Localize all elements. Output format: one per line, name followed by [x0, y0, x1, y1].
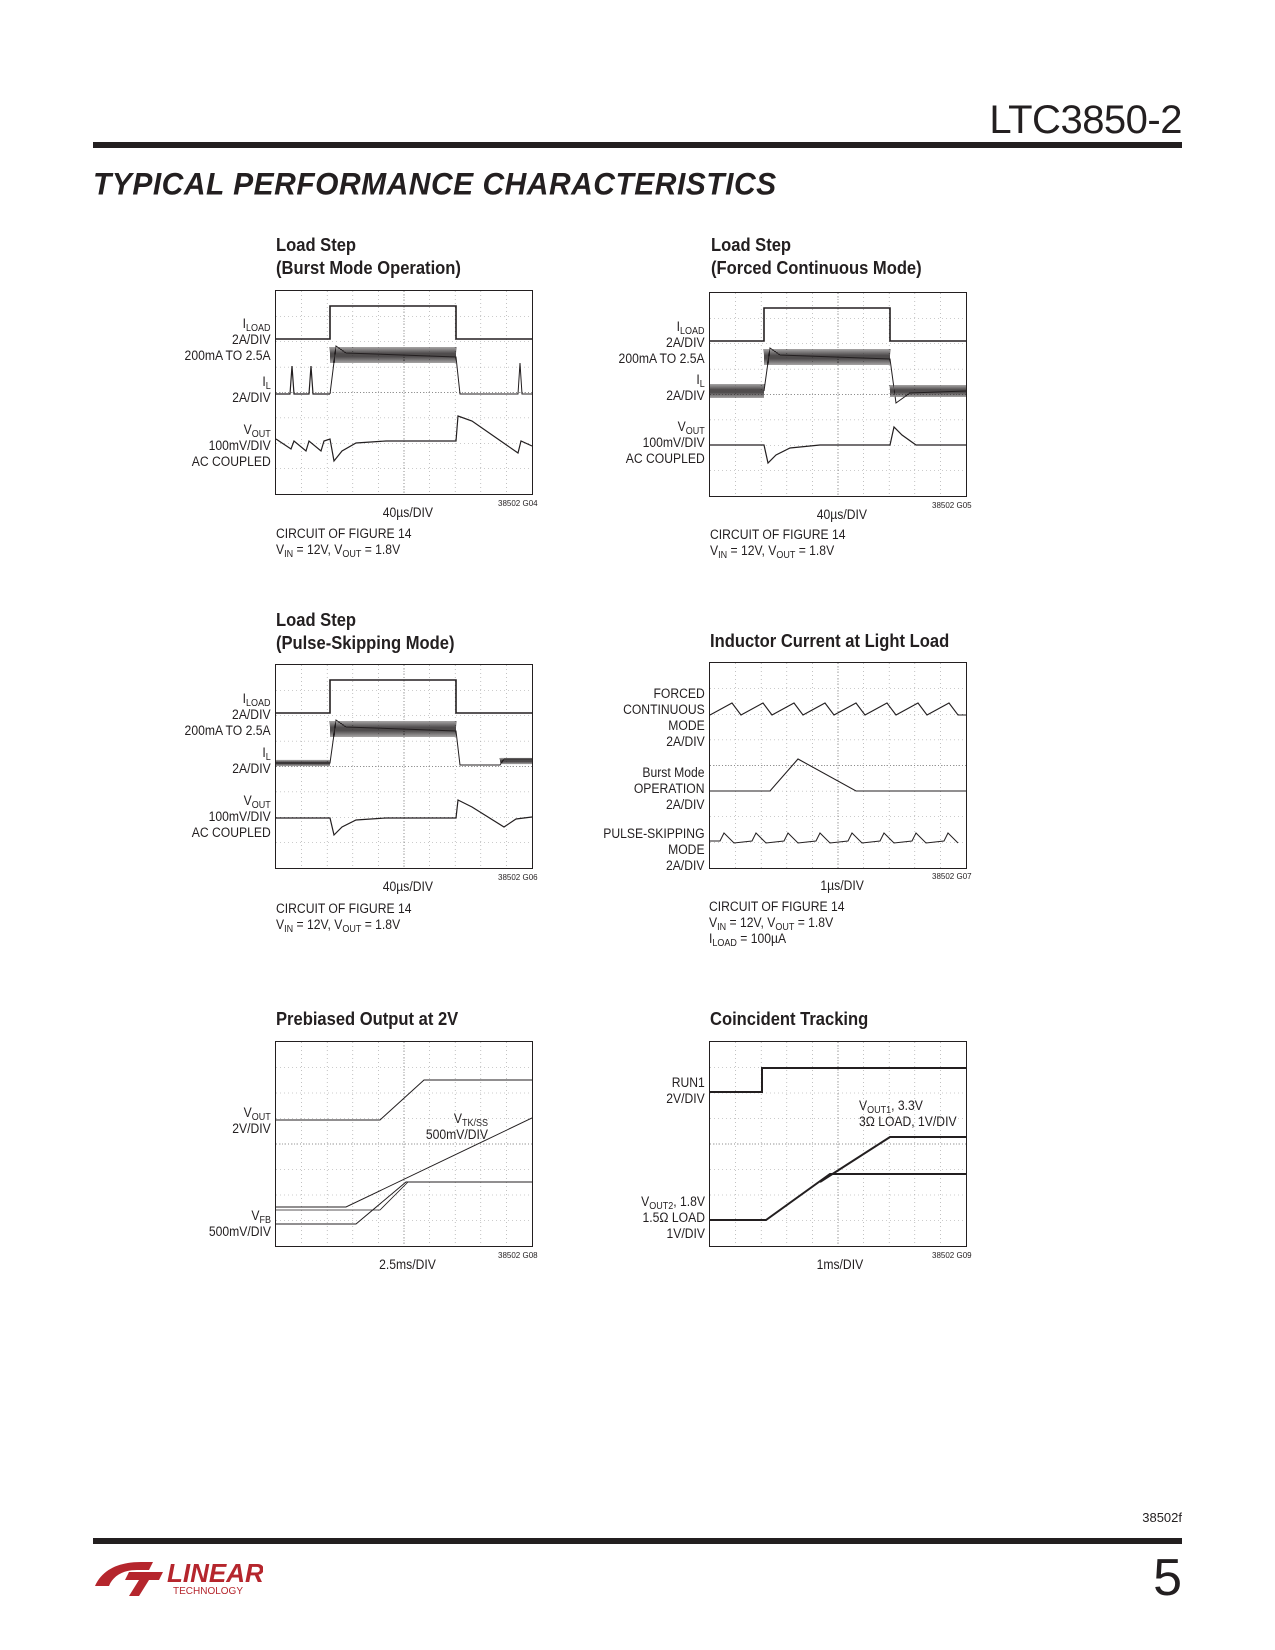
- graph-title: [710, 630, 949, 653]
- page-number: 5: [1153, 1549, 1182, 1607]
- iload-trace: [276, 306, 532, 339]
- graph-id: 38502 G08: [498, 1251, 538, 1260]
- il-trace: [276, 366, 330, 394]
- conditions: CIRCUIT OF FIGURE 14 $V_{IN} = 12V$, $V_{OUT} = 1.8V$ $I_{LOAD} = 100\mu A$: [709, 899, 845, 949]
- trace-label-vtkss: $V_{TK/SS}$ 500mV/DIV: [425, 1111, 488, 1142]
- scope-plot: [709, 662, 967, 869]
- graph-id: 38502 G07: [932, 872, 972, 881]
- vfb-trace: [276, 1182, 408, 1210]
- linear-technology-logo: [93, 1556, 263, 1603]
- conditions: CIRCUIT OF FIGURE 14 $V_{IN} = 12V$, $V_{OUT} = 1.8V$: [276, 526, 412, 560]
- pulse-skipping-trace: [710, 833, 958, 843]
- iload-trace: [276, 680, 532, 713]
- graph-title-line1: Coincident Tracking: [710, 1009, 869, 1029]
- run1-trace: [710, 1068, 966, 1092]
- trace-label-burst-mode: Burst Mode OPERATION 2A/DIV: [634, 765, 705, 812]
- trace-label-il: $I_L$ 2A/DIV: [666, 372, 705, 403]
- graph-id: 38502 G04: [498, 499, 538, 508]
- graph-id: 38502 G06: [498, 873, 538, 882]
- il-trace: [330, 346, 532, 394]
- graph-title-line1: Load Step: [276, 235, 357, 255]
- section-title: TYPICAL PERFORMANCE CHARACTERISTICS: [93, 167, 777, 202]
- scope-plot: [709, 292, 967, 497]
- graph-title-line1: Load Step: [276, 610, 357, 630]
- graph-title: [710, 1008, 868, 1031]
- scope-plot: [275, 1041, 533, 1247]
- trace-label-vout: $V_{OUT}$ 100mV/DIV AC COUPLED: [191, 422, 271, 469]
- scope-plot: [275, 664, 533, 869]
- graph-id: 38502 G09: [932, 1251, 972, 1260]
- graph-id: 38502 G05: [932, 501, 972, 510]
- trace-label-vout: $V_{OUT}$ 2V/DIV: [232, 1105, 271, 1136]
- trace-label-iload: $I_{LOAD}$ 2A/DIV 200mA TO 2.5A: [184, 316, 271, 363]
- x-scale-label: 1ms/DIV: [816, 1257, 864, 1272]
- logo-wordmark: LINEAR: [167, 1558, 263, 1588]
- trace-label-vout: $V_{OUT}$ 100mV/DIV AC COUPLED: [191, 793, 271, 840]
- graph-title: [711, 234, 922, 280]
- trace-label-pulse-skipping: PULSE-SKIPPING MODE 2A/DIV: [603, 826, 705, 873]
- graph-title: [276, 609, 454, 655]
- iload-trace: [710, 308, 966, 341]
- footer-rule: [93, 1538, 1182, 1544]
- scope-plot: [709, 1041, 967, 1247]
- graph-title-line1: Inductor Current at Light Load: [710, 631, 950, 651]
- document-code: 38502f: [1142, 1510, 1182, 1525]
- conditions: CIRCUIT OF FIGURE 14 $V_{IN} = 12V$, $V_{OUT} = 1.8V$: [710, 527, 846, 561]
- trace-label-forced-continuous: FORCED CONTINUOUS MODE 2A/DIV: [623, 686, 705, 749]
- header-rule: [93, 142, 1182, 148]
- scope-plot: [275, 290, 533, 495]
- trace-label-il: $I_L$ 2A/DIV: [232, 374, 271, 405]
- graph-title-line2: (Burst Mode Operation): [276, 258, 461, 278]
- x-scale-label: 2.5ms/DIV: [379, 1257, 436, 1272]
- trace-label-vout: $V_{OUT}$ 100mV/DIV AC COUPLED: [625, 419, 705, 466]
- x-scale-label: 40µs/DIV: [816, 507, 868, 522]
- graph-title: [276, 234, 461, 280]
- part-number: LTC3850-2: [989, 98, 1182, 142]
- graph-title-line2: (Pulse-Skipping Mode): [276, 633, 455, 653]
- trace-label-vout2: $V_{OUT2}$, 1.8V 1.5Ω LOAD 1V/DIV: [641, 1194, 705, 1241]
- x-scale-label: 1µs/DIV: [820, 878, 864, 893]
- trace-label-run1: RUN1 2V/DIV: [666, 1075, 705, 1106]
- trace-label-vfb: $V_{FB}$ 500mV/DIV: [208, 1208, 271, 1239]
- trace-label-iload: $I_{LOAD}$ 2A/DIV 200mA TO 2.5A: [184, 691, 271, 738]
- graph-title-line1: Load Step: [711, 235, 792, 255]
- x-scale-label: 40µs/DIV: [382, 879, 434, 894]
- graph-title-line2: (Forced Continuous Mode): [711, 258, 922, 278]
- conditions: CIRCUIT OF FIGURE 14 $V_{IN} = 12V$, $V_{OUT} = 1.8V$: [276, 901, 412, 935]
- graph-title: [276, 1008, 458, 1031]
- graph-title-line1: Prebiased Output at 2V: [276, 1009, 459, 1029]
- trace-label-il: $I_L$ 2A/DIV: [232, 745, 271, 776]
- trace-label-iload: $I_{LOAD}$ 2A/DIV 200mA TO 2.5A: [618, 319, 705, 366]
- x-scale-label: 40µs/DIV: [382, 505, 434, 520]
- il-ripple: [710, 384, 764, 398]
- logo-subtext: TECHNOLOGY: [173, 1586, 244, 1597]
- trace-label-vout1: $V_{OUT1}$, 3.3V 3Ω LOAD, 1V/DIV: [859, 1098, 957, 1129]
